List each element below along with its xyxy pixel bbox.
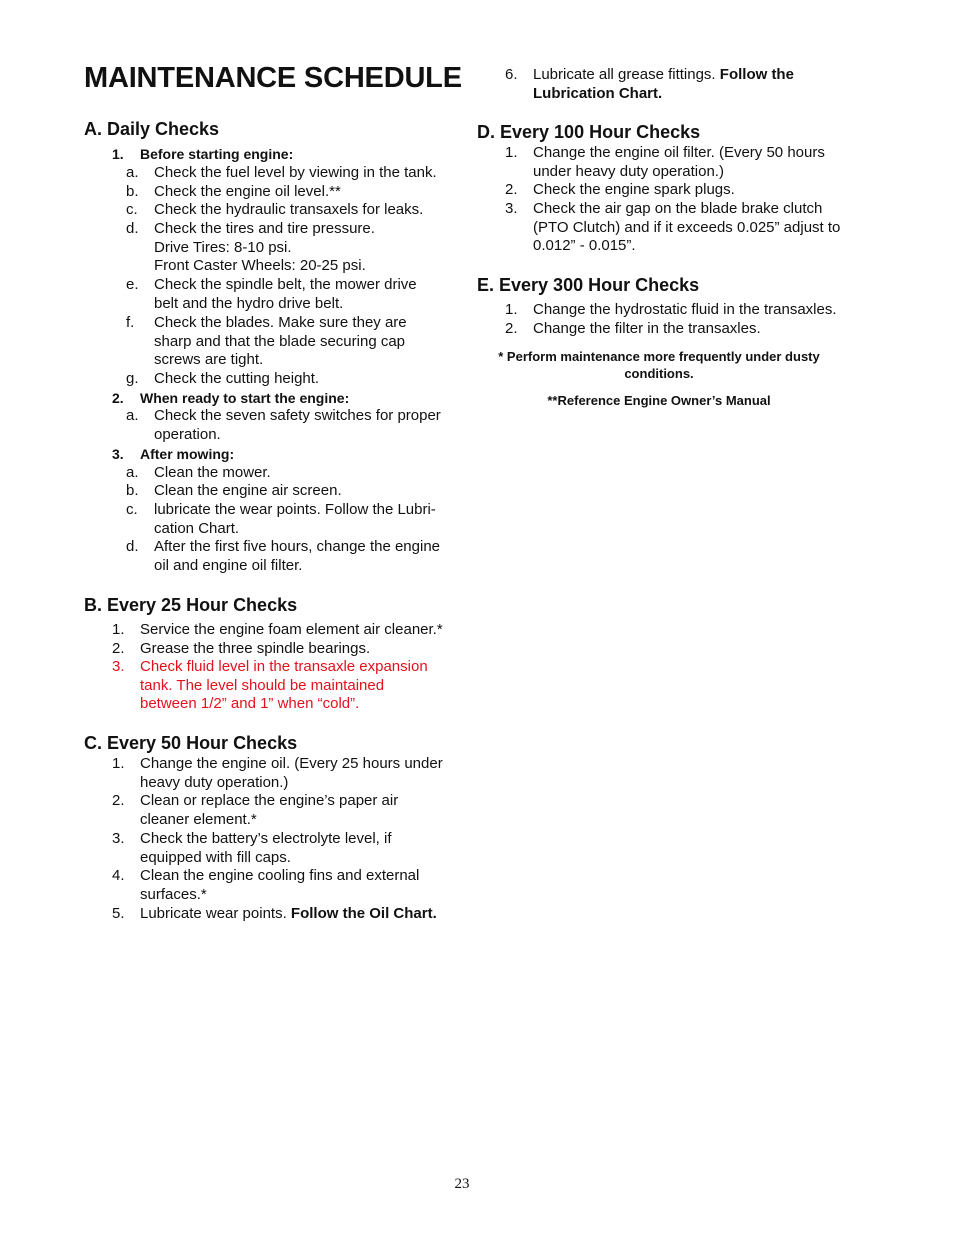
list-item: c. Check the hydraulic transaxels for leaks. xyxy=(126,201,424,218)
group-after-mowing: 3. After mowing: xyxy=(112,446,235,462)
list-item: 1. Service the engine foam element air cleaner.* xyxy=(112,621,443,638)
section-heading-100-hour: D. Every 100 Hour Checks xyxy=(477,122,701,142)
tire-pressure-caster: Front Caster Wheels: 20-25 psi. xyxy=(154,257,366,275)
list-item: 1. Change the engine oil filter. (Every 50 hours under heavy duty operation.) xyxy=(505,144,825,180)
list-item: a. Clean the mower. xyxy=(126,464,271,481)
group-ready-to-start: 2. When ready to start the engine: xyxy=(112,390,350,406)
list-item: c. lubricate the wear points. Follow the Lubri-cation Chart. xyxy=(126,501,436,537)
list-item: f. Check the blades. Make sure they are sharp and that the blade securing cap screws are tight. xyxy=(126,314,407,369)
section-heading-300-hour: E. Every 300 Hour Checks xyxy=(477,275,700,295)
list-item: b. Check the engine oil level.** xyxy=(126,183,341,200)
group-before-starting: 1. Before starting engine: xyxy=(112,146,294,162)
list-item-highlighted: 3. Check fluid level in the transaxle expansion tank. The level should be maintained between 1/2” and 1” when “cold”. xyxy=(112,658,428,713)
list-item: b. Clean the engine air screen. xyxy=(126,482,342,499)
footnote-dusty-conditions: * Perform maintenance more frequently under dusty conditions. xyxy=(498,349,820,381)
list-item: a. Check the seven safety switches for proper operation. xyxy=(126,407,441,443)
list-item: 2. Clean or replace the engine’s paper air cleaner element.* xyxy=(112,792,399,828)
list-item: 1. Change the engine oil. (Every 25 hours under heavy duty operation.) xyxy=(112,755,443,791)
list-item: 3. Check the battery’s electrolyte level, if equipped with fill caps. xyxy=(112,830,392,866)
list-item: 3. Check the air gap on the blade brake clutch (PTO Clutch) and if it exceeds 0.025” adjust to 0.012” - 0.015”. xyxy=(505,200,841,255)
page-title: MAINTENANCE SCHEDULE xyxy=(84,62,462,94)
list-item: d. Check the tires and tire pressure. Drive Tires: 8-10 psi. Front Caster Wheels: 20-25 psi. xyxy=(126,220,456,276)
list-item: d. After the first five hours, change the engine oil and engine oil filter. xyxy=(126,538,441,574)
list-item: 2. Check the engine spark plugs. xyxy=(505,181,735,198)
list-item: 2. Grease the three spindle bearings. xyxy=(112,640,371,657)
footnote-engine-manual: **Reference Engine Owner’s Manual xyxy=(547,393,771,408)
list-item: 2. Change the filter in the transaxles. xyxy=(505,320,761,337)
section-heading-50-hour: C. Every 50 Hour Checks xyxy=(84,733,298,753)
list-item: 1. Change the hydrostatic fluid in the transaxles. xyxy=(505,301,837,318)
section-heading-daily: A. Daily Checks xyxy=(84,119,220,139)
list-item: g. Check the cutting height. xyxy=(126,370,320,387)
list-item: e. Check the spindle belt, the mower drive belt and the hydro drive belt. xyxy=(126,276,417,312)
tire-pressure-drive: Drive Tires: 8-10 psi. xyxy=(154,238,292,256)
page-number: 23 xyxy=(454,1176,470,1192)
list-item: a. Check the fuel level by viewing in the tank. xyxy=(126,164,437,181)
list-item: 6. Lubricate all grease fittings. Follow the Lubrication Chart. xyxy=(505,66,794,102)
list-item: 5. Lubricate wear points. Follow the Oil Chart. xyxy=(112,905,437,922)
section-heading-25-hour: B. Every 25 Hour Checks xyxy=(84,595,298,615)
list-item: 4. Clean the engine cooling fins and external surfaces.* xyxy=(112,867,420,903)
